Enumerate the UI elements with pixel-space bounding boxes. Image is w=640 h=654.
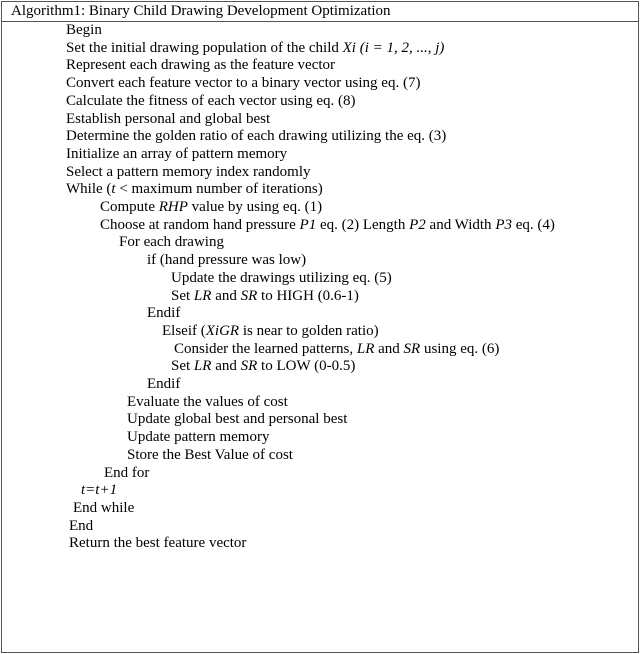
algorithm-line <box>100 199 322 216</box>
algorithm-title: Algorithm1: Binary Child Drawing Development Optimization <box>11 3 391 19</box>
algorithm-line <box>147 305 180 322</box>
line-text: Initialize an array of pattern memory <box>66 145 288 162</box>
algorithm-line <box>147 252 306 269</box>
algorithm-line <box>66 164 311 181</box>
line-text: End while <box>73 499 135 516</box>
line-text: End <box>69 517 94 534</box>
algorithm-line <box>66 40 444 57</box>
line-text: End for <box>104 464 150 481</box>
math-symbol: SR <box>403 340 421 357</box>
algorithm-box <box>1 1 639 653</box>
line-text: Establish personal and global best <box>66 110 271 127</box>
algorithm-line <box>174 341 499 358</box>
algorithm-line <box>147 376 180 393</box>
algorithm-line <box>81 482 117 499</box>
line-text: if (hand pressure was low) <box>147 252 307 269</box>
algorithm-line <box>73 500 134 517</box>
algorithm-line <box>171 358 355 375</box>
algorithm-line <box>127 429 269 446</box>
algorithm-line <box>66 93 355 110</box>
algorithm-line <box>69 535 246 552</box>
line-text: Represent each drawing as the feature vector <box>66 57 336 74</box>
math-symbol: P1 <box>299 216 317 233</box>
line-text: Choose at random hand pressure <box>100 216 300 233</box>
line-text: value by using eq. (1) <box>187 199 323 215</box>
algorithm-line <box>66 128 446 145</box>
math-symbol: LR <box>193 358 212 375</box>
algorithm-line <box>127 411 347 428</box>
line-text: Update pattern memory <box>127 429 270 446</box>
algorithm-line <box>66 57 335 74</box>
line-text: Update global best and personal best <box>127 411 348 428</box>
line-text: Store the Best Value of cost <box>127 446 293 463</box>
line-text: is near to golden ratio) <box>239 322 379 339</box>
line-text: and Width <box>425 216 496 233</box>
line-text: For each drawing <box>119 234 224 251</box>
math-symbol: SR <box>240 287 258 304</box>
line-text: and <box>211 358 241 375</box>
algorithm-line <box>171 288 359 305</box>
line-text: While ( <box>66 181 112 198</box>
math-symbol: P3 <box>495 216 512 233</box>
math-symbol: LR <box>193 287 212 304</box>
line-text: eq. (2) Length <box>316 216 410 233</box>
algorithm-line <box>66 75 420 92</box>
math-symbol: t <box>111 181 116 198</box>
line-text: to HIGH (0.6-1) <box>257 287 359 304</box>
math-symbol: P2 <box>409 216 426 233</box>
algorithm-line <box>66 181 323 198</box>
line-text: Elseif ( <box>162 322 206 339</box>
line-text: Endif <box>147 305 181 322</box>
algorithm-line <box>162 323 379 340</box>
algorithm-line <box>127 394 288 411</box>
math-symbol: SR <box>240 358 258 375</box>
line-text: Set <box>171 358 194 375</box>
algorithm-line <box>104 465 149 482</box>
line-text: Update the drawings utilizing eq. (5) <box>171 269 392 286</box>
line-text: Return the best feature vector <box>69 535 247 552</box>
algorithm-line <box>119 234 224 251</box>
line-text: and <box>374 340 404 357</box>
line-text: Begin <box>66 22 102 38</box>
algorithm-line <box>69 518 93 535</box>
line-text: eq. (4) <box>511 216 555 233</box>
line-text: using eq. (6) <box>420 340 500 357</box>
line-text: Select a pattern memory index randomly <box>66 163 311 180</box>
line-text: Convert each feature vector to a binary vector using eq. (7) <box>66 75 421 92</box>
math-symbol: XiGR <box>205 322 240 339</box>
algorithm-header <box>2 2 638 22</box>
algorithm-line <box>171 270 392 287</box>
line-text: Consider the learned patterns, <box>174 340 357 357</box>
line-text: < maximum number of iterations) <box>115 181 323 198</box>
line-text: and <box>211 287 241 304</box>
line-text: Set <box>171 287 194 304</box>
math-symbol: LR <box>356 340 375 357</box>
math-symbol: t=t+1 <box>81 482 118 499</box>
math-symbol: RHP <box>158 199 188 215</box>
line-text: Determine the golden ratio of each drawing utilizing the eq. (3) <box>66 128 447 145</box>
algorithm-line <box>66 146 287 163</box>
line-text: to LOW (0-0.5) <box>257 358 356 375</box>
algorithm-line <box>100 217 555 234</box>
line-text: Compute <box>100 199 159 215</box>
algorithm-line <box>66 22 102 39</box>
line-text: Endif <box>147 376 181 392</box>
line-text: Evaluate the values of cost <box>127 393 288 410</box>
math-symbol: Xi (i = 1, 2, ..., j) <box>342 39 445 56</box>
line-text: Set the initial drawing population of the child <box>66 39 343 56</box>
line-text: Calculate the fitness of each vector using eq. (8) <box>66 92 356 109</box>
algorithm-line <box>127 447 293 464</box>
algorithm-line <box>66 111 270 128</box>
